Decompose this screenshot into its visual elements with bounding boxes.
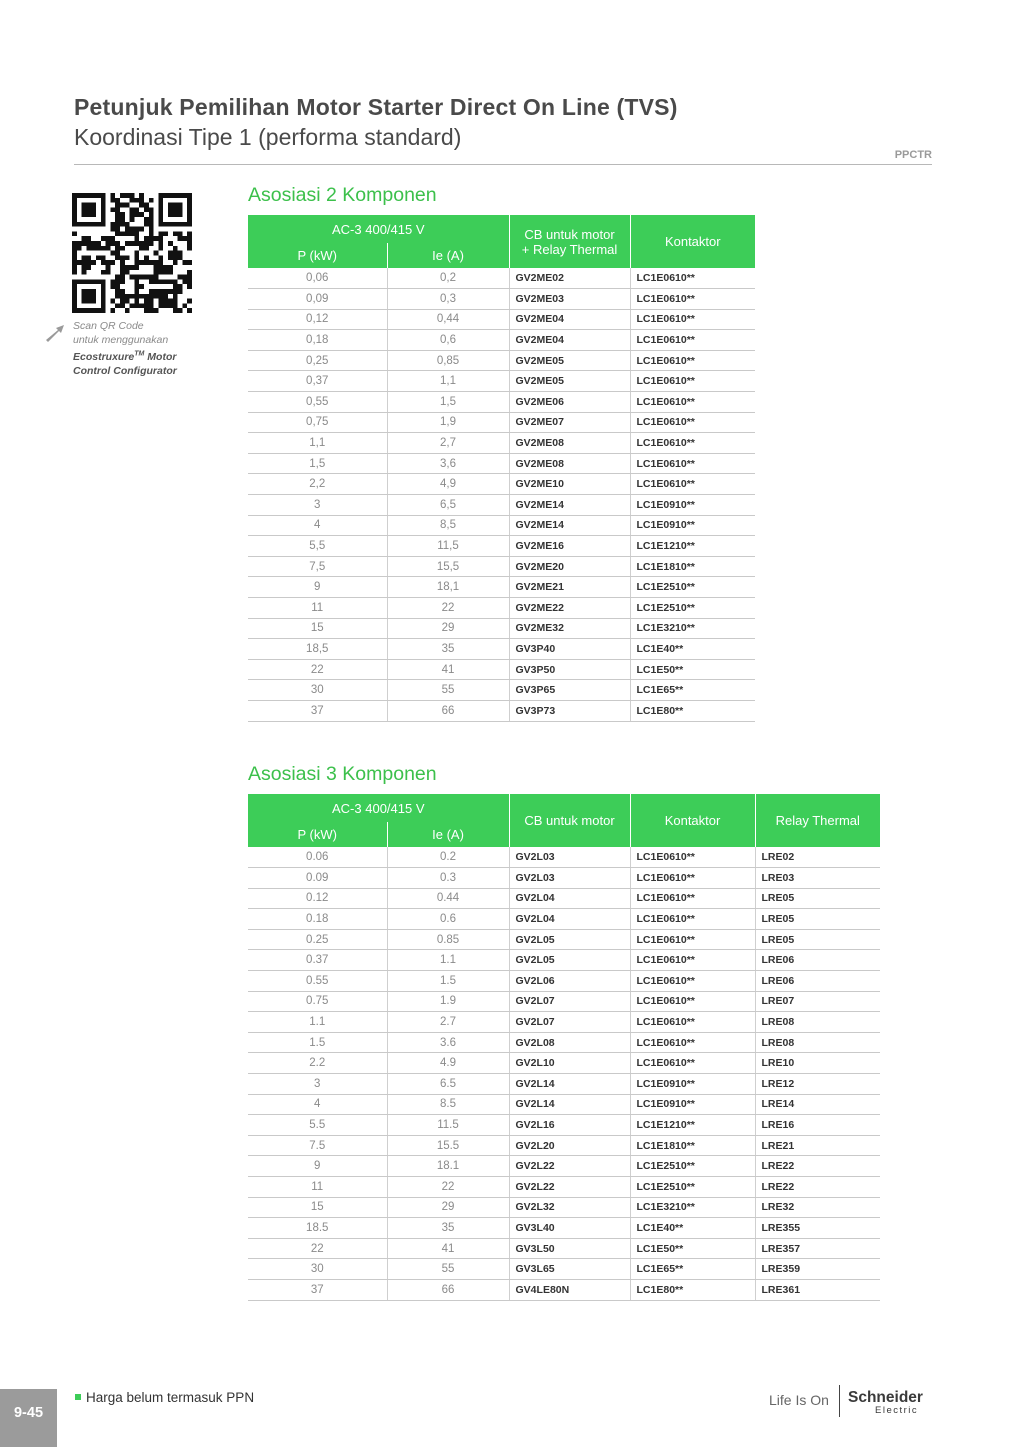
current-cell: 8.5: [387, 1094, 509, 1115]
cb-cell: GV2L05: [509, 929, 630, 950]
cb-cell: GV3L50: [509, 1238, 630, 1259]
cb-cell: GV2ME21: [509, 577, 630, 598]
header-current: Ie (A): [387, 243, 509, 268]
arrow-icon: [44, 322, 68, 344]
kontaktor-cell: LC1E80**: [630, 700, 755, 721]
kontaktor-cell: LC1E0910**: [630, 495, 755, 516]
kontaktor-cell: LC1E1810**: [630, 556, 755, 577]
cb-cell: GV2L08: [509, 1032, 630, 1053]
table-row: [248, 1238, 880, 1259]
power-cell: 22: [248, 1238, 387, 1259]
table-row: [248, 618, 755, 639]
qr-instruction: Scan QR Code untuk menggunakan Ecostruxure™ Motor Control Configurator: [73, 320, 177, 377]
current-cell: 0,6: [387, 330, 509, 351]
cb-cell: GV2L22: [509, 1156, 630, 1177]
current-cell: 4.9: [387, 1053, 509, 1074]
page-subtitle: Koordinasi Tipe 1 (performa standard): [74, 124, 462, 150]
kontaktor-cell: LC1E2510**: [630, 1177, 755, 1198]
relay-cell: LRE14: [755, 1094, 880, 1115]
relay-cell: LRE02: [755, 847, 880, 868]
current-cell: 0,44: [387, 309, 509, 330]
power-cell: 9: [248, 577, 387, 598]
relay-cell: LRE05: [755, 909, 880, 930]
table-row: [248, 1218, 880, 1239]
current-cell: 15.5: [387, 1135, 509, 1156]
relay-cell: LRE21: [755, 1135, 880, 1156]
table-row: [248, 909, 880, 930]
power-cell: 22: [248, 659, 387, 680]
section-code: PPCTR: [894, 149, 932, 161]
power-cell: 4: [248, 515, 387, 536]
power-cell: 0.12: [248, 888, 387, 909]
table-row: [248, 598, 755, 619]
power-cell: 37: [248, 1279, 387, 1300]
cb-cell: GV2ME05: [509, 350, 630, 371]
kontaktor-cell: LC1E3210**: [630, 1197, 755, 1218]
table-row: [248, 639, 755, 660]
relay-cell: LRE10: [755, 1053, 880, 1074]
cb-cell: GV4LE80N: [509, 1279, 630, 1300]
current-cell: 29: [387, 1197, 509, 1218]
power-cell: 0,37: [248, 371, 387, 392]
page-number: 9-45: [0, 1389, 57, 1447]
cb-cell: GV2ME20: [509, 556, 630, 577]
power-cell: 0,55: [248, 392, 387, 413]
power-cell: 0.09: [248, 868, 387, 889]
cb-cell: GV2L14: [509, 1094, 630, 1115]
cb-cell: GV2ME32: [509, 618, 630, 639]
kontaktor-cell: LC1E65**: [630, 1259, 755, 1280]
kontaktor-cell: LC1E1810**: [630, 1135, 755, 1156]
table-row: [248, 474, 755, 495]
header-cb-relay: CB untuk motor + Relay Thermal: [509, 215, 630, 268]
kontaktor-cell: LC1E0610**: [630, 868, 755, 889]
cb-cell: GV3L40: [509, 1218, 630, 1239]
cb-cell: GV2ME14: [509, 495, 630, 516]
current-cell: 66: [387, 700, 509, 721]
current-cell: 41: [387, 659, 509, 680]
power-cell: 18,5: [248, 639, 387, 660]
power-cell: 1.5: [248, 1032, 387, 1053]
relay-cell: LRE05: [755, 888, 880, 909]
cb-cell: GV2ME02: [509, 268, 630, 289]
power-cell: 0.18: [248, 909, 387, 930]
kontaktor-cell: LC1E2510**: [630, 577, 755, 598]
table-row: [248, 868, 880, 889]
logo-divider: [839, 1385, 840, 1417]
cb-cell: GV2L07: [509, 1012, 630, 1033]
cb-cell: GV2ME14: [509, 515, 630, 536]
current-cell: 55: [387, 680, 509, 701]
current-cell: 0.3: [387, 868, 509, 889]
current-cell: 35: [387, 1218, 509, 1239]
kontaktor-cell: LC1E0610**: [630, 950, 755, 971]
kontaktor-cell: LC1E50**: [630, 659, 755, 680]
cb-cell: GV3L65: [509, 1259, 630, 1280]
power-cell: 30: [248, 680, 387, 701]
current-cell: 0.85: [387, 929, 509, 950]
table-row: [248, 1074, 880, 1095]
cb-cell: GV2L20: [509, 1135, 630, 1156]
current-cell: 18.1: [387, 1156, 509, 1177]
current-cell: 2.7: [387, 1012, 509, 1033]
cb-cell: GV2L16: [509, 1115, 630, 1136]
table-row: [248, 330, 755, 351]
cb-cell: GV2L22: [509, 1177, 630, 1198]
current-cell: 41: [387, 1238, 509, 1259]
cb-cell: GV3P73: [509, 700, 630, 721]
power-cell: 1,1: [248, 433, 387, 454]
power-cell: 11: [248, 598, 387, 619]
power-cell: 0,18: [248, 330, 387, 351]
current-cell: 1,1: [387, 371, 509, 392]
relay-cell: LRE22: [755, 1156, 880, 1177]
power-cell: 0.37: [248, 950, 387, 971]
power-cell: 15: [248, 1197, 387, 1218]
power-cell: 15: [248, 618, 387, 639]
relay-cell: LRE32: [755, 1197, 880, 1218]
power-cell: 2,2: [248, 474, 387, 495]
kontaktor-cell: LC1E0610**: [630, 268, 755, 289]
table-row: [248, 1094, 880, 1115]
page-title: Petunjuk Pemilihan Motor Starter Direct On Line (TVS): [74, 94, 678, 120]
kontaktor-cell: LC1E40**: [630, 1218, 755, 1239]
section-title-2-komponen: Asosiasi 2 Komponen: [248, 184, 437, 206]
current-cell: 29: [387, 618, 509, 639]
kontaktor-cell: LC1E0610**: [630, 474, 755, 495]
table-row: [248, 929, 880, 950]
cb-cell: GV2ME16: [509, 536, 630, 557]
power-cell: 0,75: [248, 412, 387, 433]
current-cell: 1.9: [387, 991, 509, 1012]
current-cell: 0,85: [387, 350, 509, 371]
current-cell: 6.5: [387, 1074, 509, 1095]
header-ac3: AC-3 400/415 V: [248, 794, 509, 822]
section-title-3-komponen: Asosiasi 3 Komponen: [248, 763, 437, 785]
relay-cell: LRE06: [755, 971, 880, 992]
kontaktor-cell: LC1E0610**: [630, 453, 755, 474]
table-row: [248, 453, 755, 474]
power-cell: 0.06: [248, 847, 387, 868]
table-row: [248, 659, 755, 680]
kontaktor-cell: LC1E0910**: [630, 1094, 755, 1115]
brand-logo-sub: Electric: [875, 1405, 919, 1416]
power-cell: 18.5: [248, 1218, 387, 1239]
relay-cell: LRE05: [755, 929, 880, 950]
current-cell: 1,9: [387, 412, 509, 433]
kontaktor-cell: LC1E2510**: [630, 1156, 755, 1177]
relay-cell: LRE355: [755, 1218, 880, 1239]
table-row: [248, 1053, 880, 1074]
current-cell: 6,5: [387, 495, 509, 516]
table-3-komponen: [248, 794, 880, 1301]
kontaktor-cell: LC1E3210**: [630, 618, 755, 639]
table-2-komponen: [248, 215, 755, 722]
table-row: [248, 1135, 880, 1156]
cb-cell: GV2L10: [509, 1053, 630, 1074]
cb-cell: GV2L04: [509, 909, 630, 930]
power-cell: 0.25: [248, 929, 387, 950]
table-row: [248, 1279, 880, 1300]
table-row: [248, 515, 755, 536]
relay-cell: LRE08: [755, 1012, 880, 1033]
kontaktor-cell: LC1E40**: [630, 639, 755, 660]
kontaktor-cell: LC1E1210**: [630, 536, 755, 557]
current-cell: 3.6: [387, 1032, 509, 1053]
table-row: [248, 1197, 880, 1218]
kontaktor-cell: LC1E0610**: [630, 1053, 755, 1074]
current-cell: 35: [387, 639, 509, 660]
kontaktor-cell: LC1E0610**: [630, 991, 755, 1012]
kontaktor-cell: LC1E65**: [630, 680, 755, 701]
cb-cell: GV2L04: [509, 888, 630, 909]
power-cell: 0,06: [248, 268, 387, 289]
tagline: Life Is On: [769, 1392, 829, 1408]
cb-cell: GV2ME03: [509, 289, 630, 310]
cb-cell: GV2L03: [509, 847, 630, 868]
header-power: P (kW): [248, 822, 387, 847]
cb-cell: GV2L07: [509, 991, 630, 1012]
kontaktor-cell: LC1E0610**: [630, 433, 755, 454]
current-cell: 11,5: [387, 536, 509, 557]
current-cell: 1.5: [387, 971, 509, 992]
current-cell: 66: [387, 1279, 509, 1300]
kontaktor-cell: LC1E0610**: [630, 971, 755, 992]
relay-cell: LRE07: [755, 991, 880, 1012]
kontaktor-cell: LC1E0610**: [630, 1012, 755, 1033]
header-kontaktor: Kontaktor: [630, 215, 755, 268]
table-row: [248, 1177, 880, 1198]
power-cell: 30: [248, 1259, 387, 1280]
cb-cell: GV3P50: [509, 659, 630, 680]
current-cell: 8,5: [387, 515, 509, 536]
kontaktor-cell: LC1E0910**: [630, 515, 755, 536]
cb-cell: GV2ME10: [509, 474, 630, 495]
kontaktor-cell: LC1E0610**: [630, 888, 755, 909]
kontaktor-cell: LC1E1210**: [630, 1115, 755, 1136]
header-divider: [74, 164, 932, 165]
power-cell: 3: [248, 1074, 387, 1095]
cb-cell: GV2ME07: [509, 412, 630, 433]
table-row: [248, 536, 755, 557]
cb-cell: GV2L32: [509, 1197, 630, 1218]
cb-cell: GV2ME04: [509, 330, 630, 351]
cb-cell: GV2L06: [509, 971, 630, 992]
power-cell: 0,12: [248, 309, 387, 330]
table-row: [248, 577, 755, 598]
header-current: Ie (A): [387, 822, 509, 847]
current-cell: 0.44: [387, 888, 509, 909]
power-cell: 0.75: [248, 991, 387, 1012]
bullet-icon: [75, 1394, 81, 1400]
power-cell: 37: [248, 700, 387, 721]
footnote: Harga belum termasuk PPN: [75, 1390, 254, 1405]
table-row: [248, 700, 755, 721]
table-row: [248, 289, 755, 310]
kontaktor-cell: LC1E0610**: [630, 847, 755, 868]
power-cell: 0,25: [248, 350, 387, 371]
power-cell: 7,5: [248, 556, 387, 577]
table-row: [248, 1259, 880, 1280]
relay-cell: LRE361: [755, 1279, 880, 1300]
current-cell: 1,5: [387, 392, 509, 413]
kontaktor-cell: LC1E0610**: [630, 330, 755, 351]
relay-cell: LRE16: [755, 1115, 880, 1136]
relay-cell: LRE359: [755, 1259, 880, 1280]
current-cell: 4,9: [387, 474, 509, 495]
current-cell: 2,7: [387, 433, 509, 454]
kontaktor-cell: LC1E50**: [630, 1238, 755, 1259]
table-row: [248, 1115, 880, 1136]
table-row: [248, 433, 755, 454]
power-cell: 4: [248, 1094, 387, 1115]
current-cell: 1.1: [387, 950, 509, 971]
cb-cell: GV2L14: [509, 1074, 630, 1095]
kontaktor-cell: LC1E0610**: [630, 350, 755, 371]
kontaktor-cell: LC1E0610**: [630, 1032, 755, 1053]
relay-cell: LRE22: [755, 1177, 880, 1198]
current-cell: 3,6: [387, 453, 509, 474]
relay-cell: LRE357: [755, 1238, 880, 1259]
kontaktor-cell: LC1E0610**: [630, 909, 755, 930]
table-row: [248, 556, 755, 577]
current-cell: 15,5: [387, 556, 509, 577]
kontaktor-cell: LC1E0610**: [630, 929, 755, 950]
header-relay-thermal: Relay Thermal: [755, 794, 880, 847]
kontaktor-cell: LC1E0910**: [630, 1074, 755, 1095]
kontaktor-cell: LC1E80**: [630, 1279, 755, 1300]
table-row: [248, 950, 880, 971]
current-cell: 18,1: [387, 577, 509, 598]
table-row: [248, 1012, 880, 1033]
current-cell: 0,2: [387, 268, 509, 289]
kontaktor-cell: LC1E0610**: [630, 371, 755, 392]
power-cell: 3: [248, 495, 387, 516]
kontaktor-cell: LC1E0610**: [630, 392, 755, 413]
power-cell: 0.55: [248, 971, 387, 992]
current-cell: 22: [387, 598, 509, 619]
cb-cell: GV2ME04: [509, 309, 630, 330]
relay-cell: LRE12: [755, 1074, 880, 1095]
kontaktor-cell: LC1E2510**: [630, 598, 755, 619]
table-row: [248, 1156, 880, 1177]
cb-cell: GV2L03: [509, 868, 630, 889]
table-row: [248, 495, 755, 516]
header-cb: CB untuk motor: [509, 794, 630, 847]
header-ac3: AC-3 400/415 V: [248, 215, 509, 243]
table-row: [248, 350, 755, 371]
cb-cell: GV2ME05: [509, 371, 630, 392]
power-cell: 1.1: [248, 1012, 387, 1033]
table-row: [248, 971, 880, 992]
kontaktor-cell: LC1E0610**: [630, 309, 755, 330]
cb-cell: GV2L05: [509, 950, 630, 971]
table-row: [248, 888, 880, 909]
relay-cell: LRE06: [755, 950, 880, 971]
brand-logo: Schneider: [848, 1389, 923, 1406]
table-row: [248, 847, 880, 868]
table-row: [248, 268, 755, 289]
cb-cell: GV2ME06: [509, 392, 630, 413]
cb-cell: GV2ME08: [509, 433, 630, 454]
current-cell: 11.5: [387, 1115, 509, 1136]
qr-code-icon[interactable]: [72, 193, 192, 313]
table-row: [248, 392, 755, 413]
cb-cell: GV2ME08: [509, 453, 630, 474]
table-row: [248, 412, 755, 433]
cb-cell: GV3P65: [509, 680, 630, 701]
power-cell: 2.2: [248, 1053, 387, 1074]
relay-cell: LRE03: [755, 868, 880, 889]
power-cell: 0,09: [248, 289, 387, 310]
current-cell: 0,3: [387, 289, 509, 310]
table-row: [248, 371, 755, 392]
table-row: [248, 309, 755, 330]
kontaktor-cell: LC1E0610**: [630, 289, 755, 310]
current-cell: 55: [387, 1259, 509, 1280]
cb-cell: GV2ME22: [509, 598, 630, 619]
power-cell: 7.5: [248, 1135, 387, 1156]
power-cell: 5,5: [248, 536, 387, 557]
power-cell: 9: [248, 1156, 387, 1177]
kontaktor-cell: LC1E0610**: [630, 412, 755, 433]
current-cell: 0.2: [387, 847, 509, 868]
power-cell: 5.5: [248, 1115, 387, 1136]
current-cell: 22: [387, 1177, 509, 1198]
current-cell: 0.6: [387, 909, 509, 930]
table-row: [248, 1032, 880, 1053]
relay-cell: LRE08: [755, 1032, 880, 1053]
power-cell: 11: [248, 1177, 387, 1198]
table-row: [248, 680, 755, 701]
table-row: [248, 991, 880, 1012]
header-kontaktor: Kontaktor: [630, 794, 755, 847]
power-cell: 1,5: [248, 453, 387, 474]
cb-cell: GV3P40: [509, 639, 630, 660]
header-power: P (kW): [248, 243, 387, 268]
